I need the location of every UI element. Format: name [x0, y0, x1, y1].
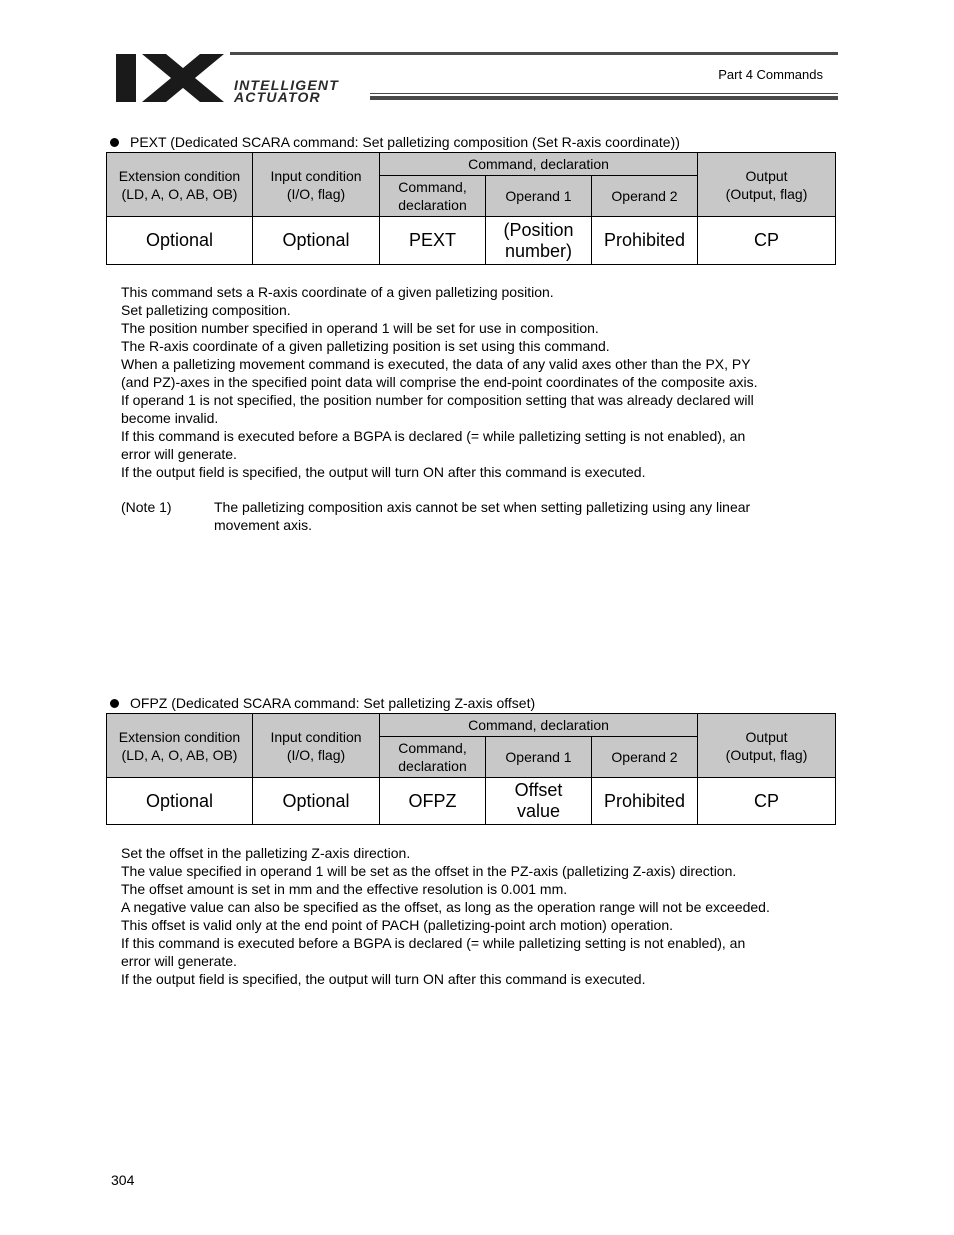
header-command-declaration-group: Command, declaration	[380, 714, 698, 737]
page-number: 304	[111, 1172, 135, 1188]
header-rule-thin	[370, 93, 838, 94]
note-label: (Note 1)	[121, 499, 172, 515]
paragraph-line: This command sets a R-axis coordinate of a given palletizing position.	[121, 284, 554, 300]
value-extension-condition: Optional	[107, 778, 253, 825]
paragraph-line: The offset amount is set in mm and the effective resolution is 0.001 mm.	[121, 881, 568, 897]
header-command-declaration-group: Command, declaration	[380, 153, 698, 176]
value-operand-2: Prohibited	[592, 778, 698, 825]
header-operand-2: Operand 2	[592, 737, 698, 778]
value-output: CP	[698, 778, 836, 825]
logo-wordmark	[234, 79, 339, 103]
pext-description	[121, 283, 856, 481]
ofpz-heading	[110, 695, 535, 711]
paragraph-line: Set palletizing composition.	[121, 302, 291, 318]
paragraph-line: If operand 1 is not specified, the position number for composition setting that was already declared will	[121, 392, 754, 408]
paragraph-line: The value specified in operand 1 will be set as the offset in the PZ-axis (palletizing Z-axis) direction.	[121, 863, 737, 879]
value-extension-condition: Optional	[107, 217, 253, 265]
value-operand-1: Offset value	[486, 778, 592, 825]
header-extension-condition: Extension condition (LD, A, O, AB, OB)	[107, 714, 253, 778]
value-input-condition: Optional	[253, 778, 380, 825]
value-operand-2: Prohibited	[592, 217, 698, 265]
paragraph-line: This offset is valid only at the end point of PACH (palletizing-point arch motion) operation.	[121, 917, 673, 933]
paragraph-line: If the output field is specified, the output will turn ON after this command is executed.	[121, 464, 646, 480]
ix-logo	[114, 52, 230, 104]
value-command: OFPZ	[380, 778, 486, 825]
logo-i-bar	[116, 54, 136, 102]
value-input-condition: Optional	[253, 217, 380, 265]
header-operand-1: Operand 1	[486, 737, 592, 778]
ofpz-heading-text: OFPZ (Dedicated SCARA command: Set palletizing Z-axis offset)	[130, 695, 536, 711]
pext-heading-text: PEXT (Dedicated SCARA command: Set palletizing composition (Set R-axis coordinate))	[130, 134, 680, 150]
value-command: PEXT	[380, 217, 486, 265]
ofpz-command-table	[106, 713, 836, 825]
value-output: CP	[698, 217, 836, 265]
header-operand-2: Operand 2	[592, 176, 698, 217]
pext-heading	[110, 134, 680, 150]
bullet-icon	[110, 138, 119, 147]
paragraph-line: become invalid.	[121, 410, 219, 426]
logo-line-2: ACTUATOR	[234, 89, 321, 105]
header-rule-bottom	[370, 96, 838, 100]
paragraph-line: A negative value can also be specified as the offset, as long as the operation range will not be exceeded.	[121, 899, 770, 915]
header-output: Output (Output, flag)	[698, 714, 836, 778]
paragraph-line: If this command is executed before a BGPA is declared (= while palletizing setting is not enabled), an	[121, 935, 746, 951]
header-input-condition: Input condition (I/O, flag)	[253, 714, 380, 778]
paragraph-line: If the output field is specified, the output will turn ON after this command is executed.	[121, 971, 646, 987]
paragraph-line: Set the offset in the palletizing Z-axis direction.	[121, 845, 411, 861]
header-input-condition: Input condition (I/O, flag)	[253, 153, 380, 217]
ofpz-description	[121, 844, 856, 988]
header-command: Command, declaration	[380, 737, 486, 778]
header-extension-condition: Extension condition (LD, A, O, AB, OB)	[107, 153, 253, 217]
bullet-icon	[110, 699, 119, 708]
header-operand-1: Operand 1	[486, 176, 592, 217]
header-rule-top	[230, 52, 838, 55]
pext-command-table	[106, 152, 836, 265]
header-part-label: Part 4 Commands	[718, 67, 823, 82]
value-operand-1: (Position number)	[486, 217, 592, 265]
header-output: Output (Output, flag)	[698, 153, 836, 217]
note-text: The palletizing composition axis cannot be set when setting palletizing using any linear movement axis.	[214, 499, 751, 533]
paragraph-line: If this command is executed before a BGPA is declared (= while palletizing setting is not enabled), an	[121, 428, 746, 444]
header-command: Command, declaration	[380, 176, 486, 217]
paragraph-line: (and PZ)-axes in the specified point data will comprise the end-point coordinates of the composite axis.	[121, 374, 758, 390]
paragraph-line: error will generate.	[121, 953, 237, 969]
paragraph-line: The position number specified in operand 1 will be set for use in composition.	[121, 320, 599, 336]
paragraph-line: error will generate.	[121, 446, 237, 462]
logo-line-1: INTELLIGENT	[234, 77, 339, 93]
paragraph-line: The R-axis coordinate of a given palletizing position is set using this command.	[121, 338, 610, 354]
paragraph-line: When a palletizing movement command is executed, the data of any valid axes other than the PX, PY	[121, 356, 751, 372]
